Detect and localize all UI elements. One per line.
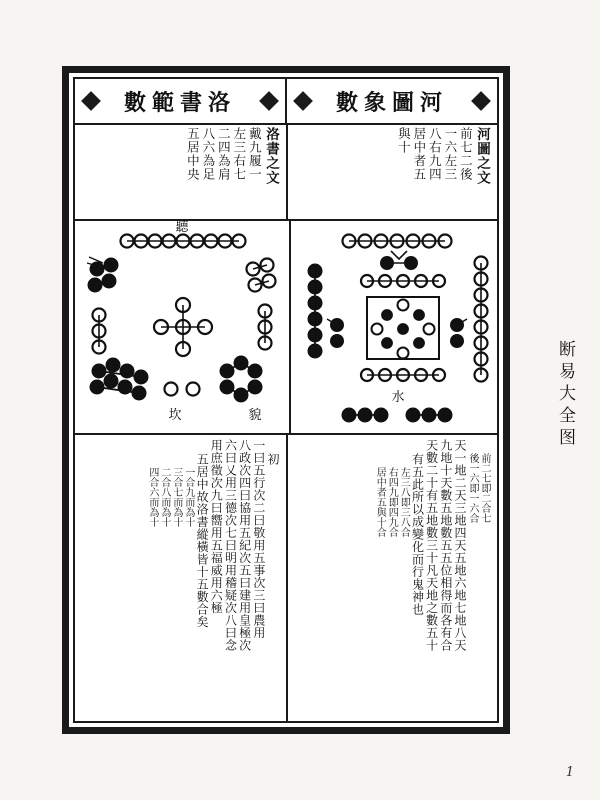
annotation-column: 一合九而為十	[182, 467, 194, 527]
text-column: 五居中故洛書縱橫皆十五數合矣	[195, 453, 210, 628]
woodblock-frame	[62, 66, 510, 734]
text-column: 一曰五行次二曰敬用五事次三曰農用	[251, 439, 266, 639]
luoshu-label-bottom-right: 貌	[248, 408, 262, 423]
caption-column: 居中者五	[411, 127, 427, 181]
annotation-column: 三合七而為十	[170, 467, 182, 527]
caption-column: 二四為肩	[216, 127, 232, 181]
caption-column: 前七二後	[458, 127, 474, 181]
right-panel-text	[75, 433, 286, 721]
text-band	[75, 433, 497, 721]
title-band	[75, 79, 497, 125]
text-column: 初	[266, 453, 280, 466]
caption-column: 八右九四	[427, 127, 443, 181]
right-panel-title-cell	[75, 79, 285, 123]
left-panel-text	[286, 433, 497, 721]
caption-column: 左三右七	[231, 127, 247, 181]
caption-column: 戴九履一	[247, 127, 263, 181]
annotation-column: 右四九即四九合	[386, 467, 398, 537]
text-column: 天一地二天三地四天五地六地七地八天	[453, 439, 467, 652]
left-panel-title-cell	[285, 79, 497, 123]
right-panel-caption	[75, 123, 286, 219]
caption-column: 五居中央	[185, 127, 201, 181]
luoshu-dot-diagram	[75, 219, 289, 429]
diamond-ornament-icon	[471, 91, 491, 111]
text-column: 用庶徵次九曰嚮用五福威用六極	[209, 439, 224, 614]
caption-column: 一六左三	[442, 127, 458, 181]
text-column: 九地十天數五地數五五位相得而各有合	[438, 439, 453, 652]
luoshu-label-top: 聽	[175, 220, 189, 235]
diagram-band	[75, 219, 497, 435]
caption-column: 河圖之文	[474, 127, 490, 185]
caption-column: 與十	[396, 127, 412, 154]
diamond-ornament-icon	[81, 91, 101, 111]
luoshu-label-bottom-left: 坎	[168, 408, 182, 423]
book-title-side-label: 断易大全图	[555, 340, 575, 450]
page-number: 1	[565, 765, 574, 780]
caption-column: 八六為足	[200, 127, 216, 181]
diamond-ornament-icon	[293, 91, 313, 111]
annotation-column: 前二七即二合七	[479, 453, 490, 523]
left-panel-caption	[286, 123, 497, 219]
luoshu-diagram	[75, 219, 289, 433]
hetu-diagram	[289, 219, 505, 433]
hetu-label-bottom: 水	[391, 390, 405, 405]
text-column: 八政次四曰協用五紀次五曰建用皇極次	[237, 439, 252, 652]
text-column: 六曰乂用三德次七曰明用稽疑次八曰念	[223, 439, 238, 652]
caption-band	[75, 123, 497, 221]
hetu-dot-diagram	[291, 219, 505, 429]
annotation-column: 居中者五與十合	[374, 467, 386, 537]
annotation-column: 後一六即一六合	[467, 453, 478, 523]
diamond-ornament-icon	[259, 91, 279, 111]
right-panel-title: 洛書範數	[123, 90, 236, 116]
woodblock-inner-frame	[73, 77, 499, 723]
text-column: 有五此所以成變化而行鬼神也	[410, 453, 425, 616]
left-panel-title: 河圖象數	[335, 90, 448, 116]
annotation-column: 二合八而為十	[158, 467, 170, 527]
text-column: 天數二十有五地數三十凡天地之數五十	[424, 439, 439, 652]
caption-column: 洛書之文	[263, 127, 279, 185]
annotation-column: 四合六而為十	[146, 467, 158, 527]
annotation-column: 左三八即三八合	[398, 467, 410, 537]
